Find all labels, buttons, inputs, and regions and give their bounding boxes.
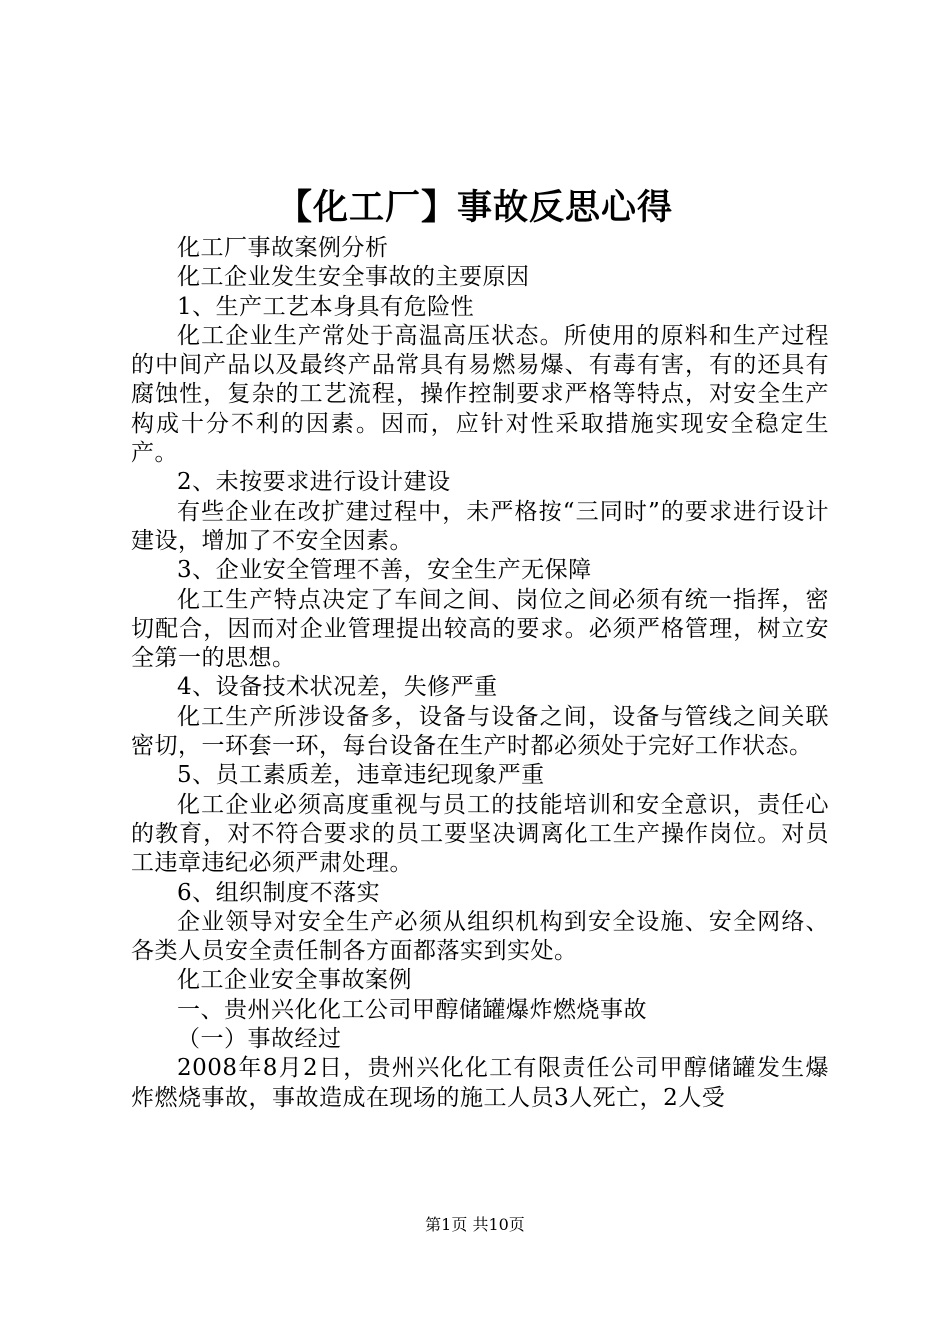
document-body (131, 234, 829, 1113)
paragraph: 化工生产所涉设备多，设备与设备之间，设备与管线之间关联密切，一环套一环，每台设备在生产时都必须处于完好工作状态。 (131, 703, 829, 760)
page-footer: 第1页 共10页 (425, 1215, 525, 1234)
paragraph: 4、设备技术状况差，失修严重 (177, 674, 498, 701)
paragraph: 1、生产工艺本身具有危险性 (177, 293, 475, 320)
paragraph: 3、企业安全管理不善，安全生产无保障 (177, 557, 592, 584)
paragraph: 有些企业在改扩建过程中，未严格按“三同时”的要求进行设计建设，增加了不安全因素。 (131, 498, 829, 554)
paragraph: 企业领导对安全生产必须从组织机构到安全设施、安全网络、各类人员安全责任制各方面都落实到实处。 (131, 908, 829, 965)
paragraph: 一、贵州兴化化工公司甲醇储罐爆炸燃烧事故 (177, 996, 647, 1023)
document-title: 【化工厂】事故反思心得 (276, 187, 673, 228)
paragraph: 化工企业必须高度重视与员工的技能培训和安全意识，责任心的教育，对不符合要求的员工要坚决调离化工生产操作岗位。对员工违章违纪必须严肃处理。 (131, 791, 829, 877)
paragraph: 化工厂事故案例分析 (177, 235, 389, 261)
paragraph: 化工企业发生安全事故的主要原因 (177, 264, 530, 291)
paragraph: （一）事故经过 (177, 1026, 342, 1053)
paragraph: 化工企业安全事故案例 (177, 967, 412, 994)
paragraph: 5、员工素质差，违章违纪现象严重 (177, 762, 545, 789)
paragraph: 化工企业生产常处于高温高压状态。所使用的原料和生产过程的中间产品以及最终产品常具有易燃易爆、有毒有害，有的还具有腐蚀性，复杂的工艺流程，操作控制要求严格等特点，对安全生产构成十分不利的因素。因而，应针对性采取措施实现安全稳定生产。 (131, 322, 829, 467)
paragraph: 2、未按要求进行设计建设 (177, 469, 451, 496)
paragraph: 2008年8月2日，贵州兴化化工有限责任公司甲醇储罐发生爆炸燃烧事故，事故造成在现场的施工人员3人死亡，2人受 (131, 1055, 829, 1111)
paragraph: 化工生产特点决定了车间之间、岗位之间必须有统一指挥，密切配合，因而对企业管理提出较高的要求。必须严格管理，树立安全第一的思想。 (131, 586, 829, 672)
paragraph: 6、组织制度不落实 (177, 879, 381, 906)
